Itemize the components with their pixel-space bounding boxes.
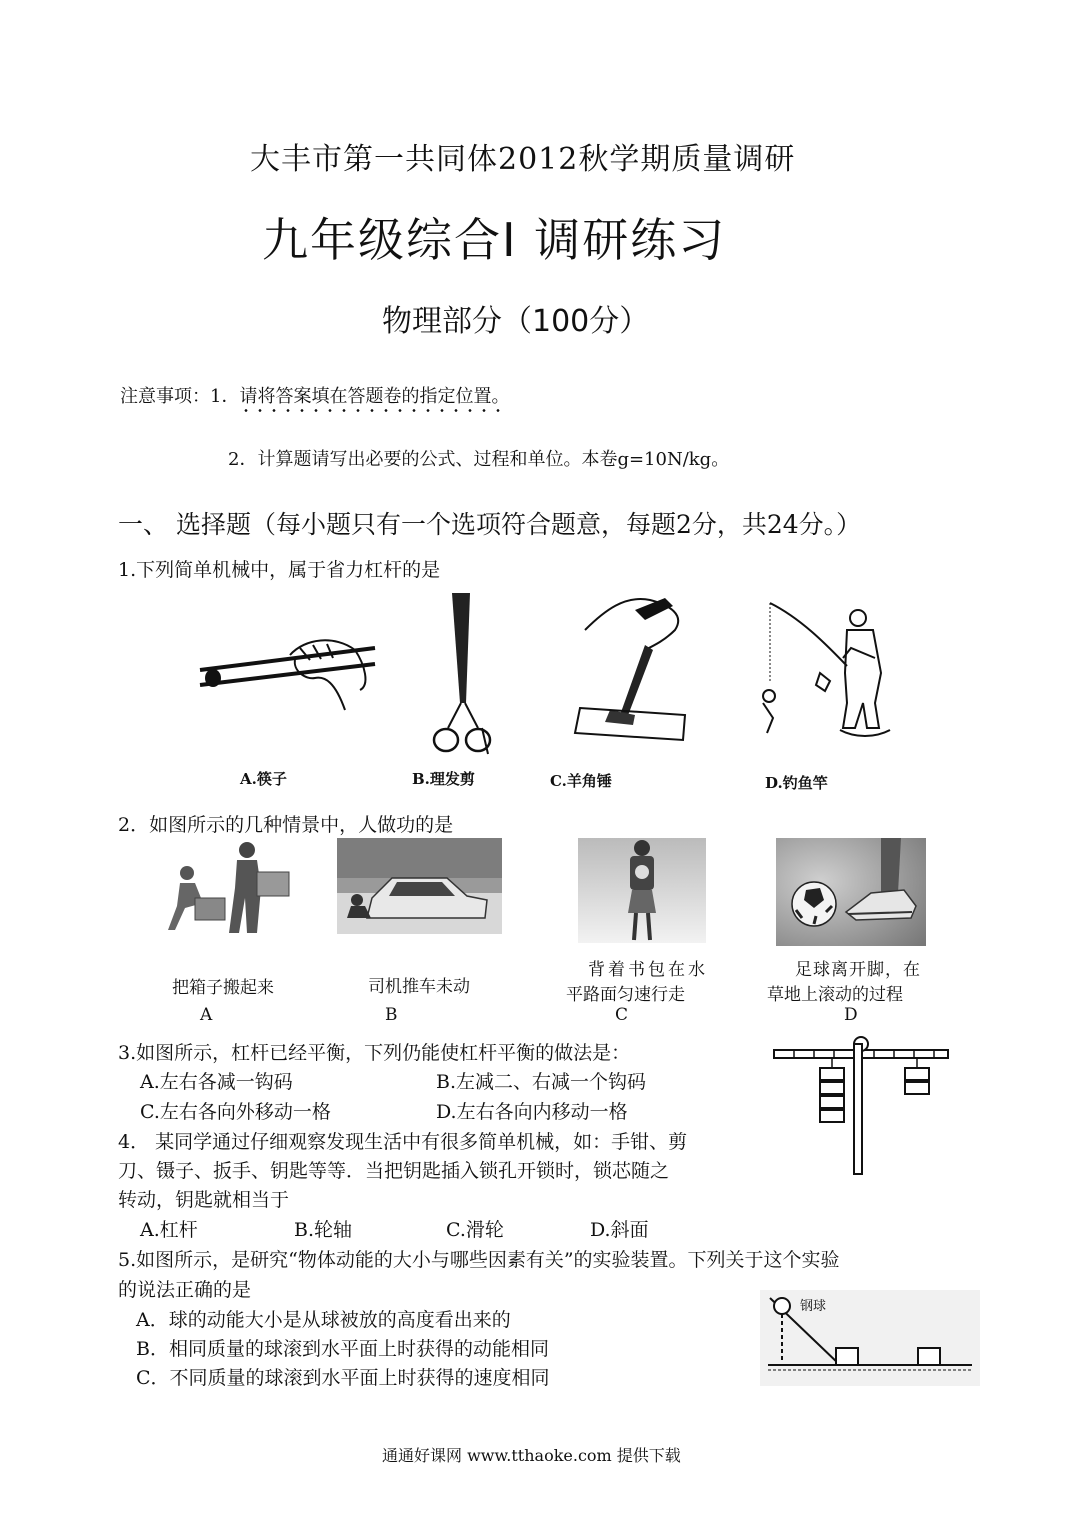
q1-option-a: A.筷子	[240, 770, 287, 788]
q4-option-a: A.杠杆	[140, 1219, 198, 1241]
subject-title: 物理部分（100分）	[382, 304, 650, 339]
q5-line2: 的说法正确的是	[118, 1279, 252, 1301]
q2-caption-d-line1: 足球离开脚，在	[795, 960, 921, 980]
car-in-snow-photo	[337, 838, 502, 934]
q2-letter-b: B	[385, 1005, 398, 1025]
notice-item1-text: 请将答案填在答题卷的指定位置。	[239, 386, 509, 413]
q1-stem: 1.下列简单机械中，属于省力杠杆的是	[118, 559, 441, 581]
q3-stem: 3.如图所示，杠杆已经平衡，下列仍能使杠杆平衡的做法是：	[118, 1042, 631, 1064]
q1-option-d: D.钓鱼竿	[765, 774, 828, 792]
ramp-figure	[760, 1290, 980, 1386]
q5-line1: 5.如图所示，是研究“物体动能的大小与哪些因素有关”的实验装置。下列关于这个实验	[118, 1249, 840, 1271]
lever-figure	[772, 1030, 952, 1178]
notice-label: 注意事项：	[120, 386, 210, 407]
notice-line-1	[120, 382, 509, 408]
q2-caption-d-line2: 草地上滚动的过程	[767, 985, 903, 1005]
exam-title: 九年级综合Ⅰ 调研练习	[262, 213, 727, 267]
soccer-kick-photo	[776, 838, 926, 946]
notice-item2: 2．计算题请写出必要的公式、过程和单位。本卷g=10N/kg。	[228, 449, 730, 470]
chopsticks-figure	[195, 630, 380, 720]
section-heading: 一、 选择题（每小题只有一个选项符合题意，每题2分，共24分。）	[118, 510, 862, 539]
q4-option-b: B.轮轴	[294, 1219, 353, 1241]
lifting-box-figure	[165, 838, 295, 938]
backpack-walker-photo	[578, 838, 706, 943]
q3-option-b: B.左减二、右减一个钩码	[436, 1071, 647, 1093]
ramp-figure-label: 钢球	[800, 1299, 827, 1314]
q2-letter-c: C	[615, 1005, 629, 1025]
q1-option-b: B.理发剪	[412, 770, 475, 788]
q4-option-d: D.斜面	[590, 1219, 649, 1241]
school-line: 大丰市第一共同体2012秋学期质量调研	[250, 142, 796, 177]
q4-option-c: C.滑轮	[446, 1219, 504, 1241]
q4-line3: 转动，钥匙就相当于	[118, 1189, 290, 1211]
q5-option-b: B．相同质量的球滚到水平面上时获得的动能相同	[136, 1338, 549, 1360]
q2-letter-a: A	[200, 1005, 213, 1025]
footer-text: 通通好课网 www.tthaoke.com 提供下载	[382, 1446, 681, 1465]
q5-option-a: A．球的动能大小是从球被放的高度看出来的	[136, 1309, 511, 1331]
q4-line1: 4． 某同学通过仔细观察发现生活中有很多简单机械，如：手钳、剪	[118, 1131, 688, 1153]
q4-line2: 刀、镊子、扳手、钥匙等等．当把钥匙插入锁孔开锁时，锁芯随之	[118, 1160, 670, 1182]
q2-caption-c-line1: 背着书包在水	[588, 960, 708, 980]
q2-caption-b: 司机推车未动	[368, 977, 470, 997]
q2-caption-a: 把箱子搬起来	[172, 978, 274, 998]
scissors-figure	[430, 588, 500, 758]
q2-letter-d: D	[844, 1005, 858, 1025]
q3-option-c: C.左右各向外移动一格	[140, 1101, 331, 1123]
fishing-rod-figure	[755, 598, 895, 746]
q2-caption-c-line2: 平路面匀速行走	[566, 985, 685, 1005]
q5-option-c: C．不同质量的球滚到水平面上时获得的速度相同	[136, 1367, 550, 1389]
q3-option-d: D.左右各向内移动一格	[436, 1101, 628, 1123]
notice-item1-num: 1．	[210, 386, 240, 407]
q1-option-c: C.羊角锤	[550, 772, 612, 790]
claw-hammer-figure	[575, 590, 690, 745]
q3-option-a: A.左右各减一钩码	[140, 1071, 293, 1093]
q2-stem: 2．如图所示的几种情景中，人做功的是	[118, 814, 454, 836]
